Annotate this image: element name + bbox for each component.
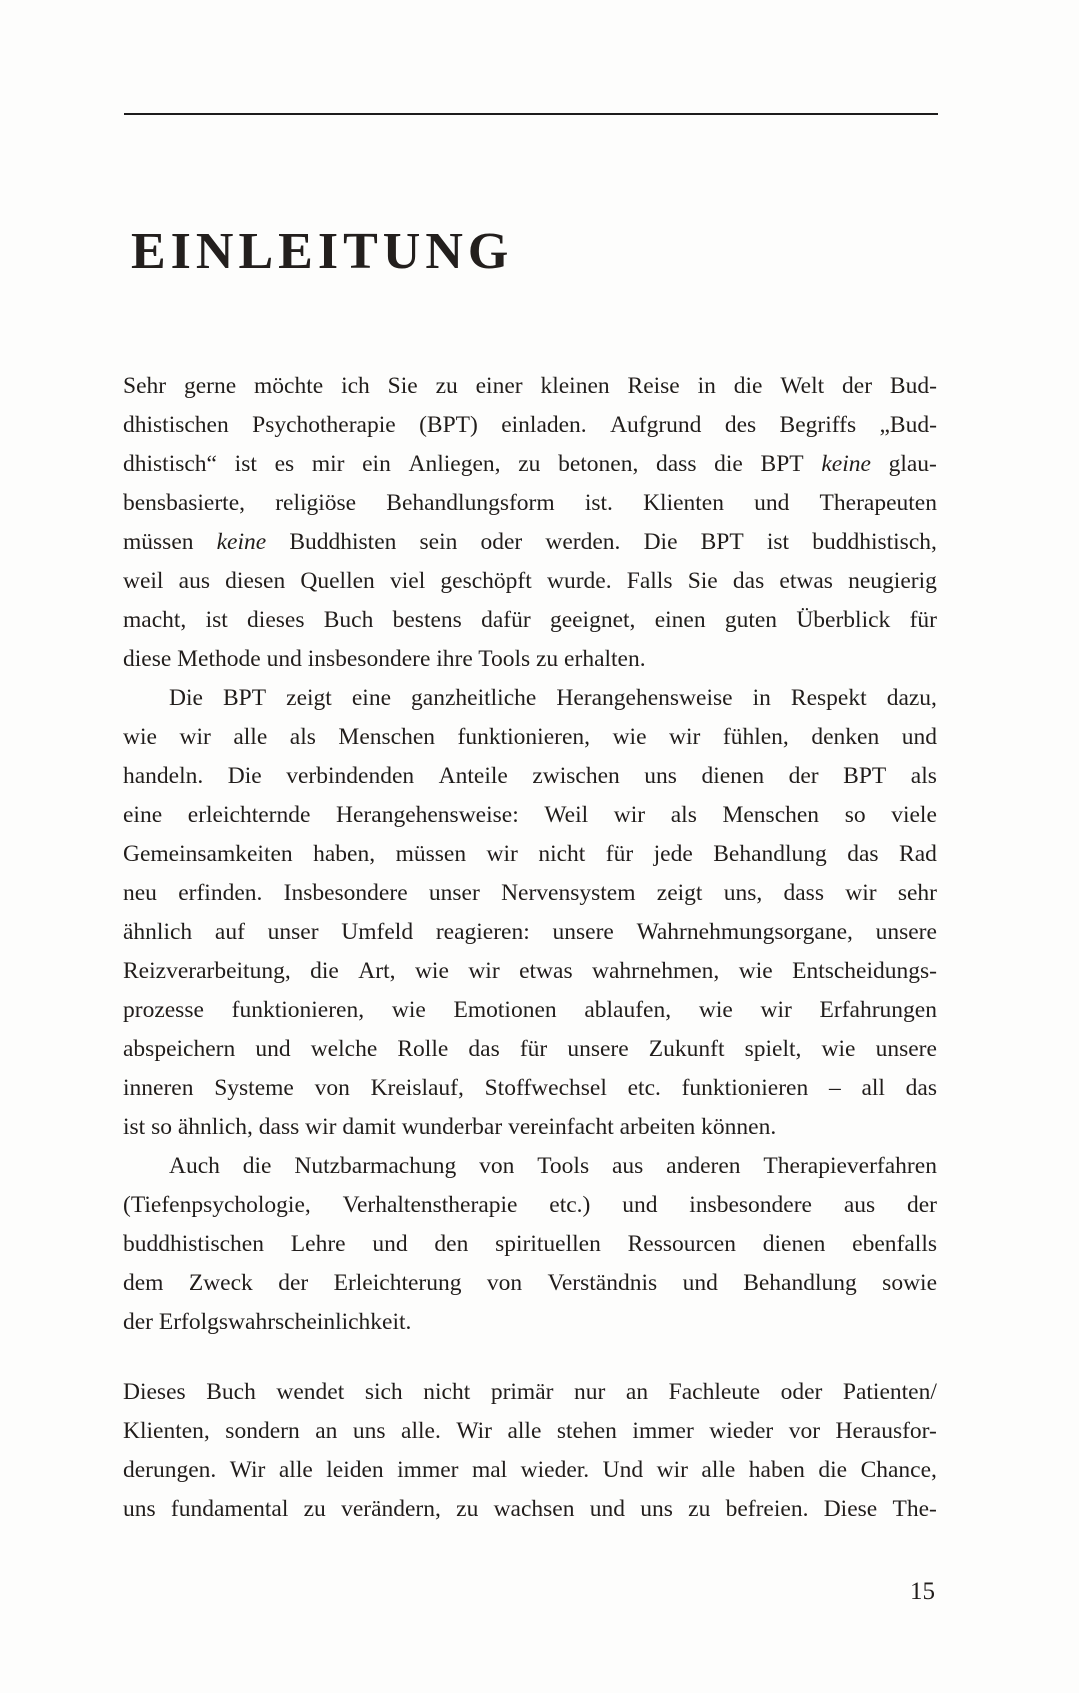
word: Insbesondere <box>283 880 408 906</box>
word: Nervensystem <box>501 880 636 906</box>
word: fühlen, <box>722 724 789 750</box>
word: einladen. <box>501 412 587 438</box>
chapter-title: EINLEITUNG <box>131 223 514 280</box>
word: und <box>622 1192 658 1218</box>
word: Menschen <box>338 724 436 750</box>
word: Quellen <box>300 568 375 594</box>
word: dienen <box>762 1231 826 1257</box>
text-line <box>123 1412 937 1451</box>
text-line <box>123 757 937 796</box>
word: wir <box>760 997 792 1023</box>
text-line <box>123 601 937 640</box>
word: den <box>434 1231 469 1257</box>
word: inneren <box>123 1075 194 1101</box>
word: immer <box>397 1457 459 1483</box>
word: geeignet, <box>549 607 636 633</box>
word: an <box>315 1418 338 1444</box>
word: unsere <box>567 1036 629 1062</box>
word: ganzheitliche <box>411 685 537 711</box>
word: etc.) <box>549 1192 591 1218</box>
word: unser <box>267 919 319 945</box>
word: sehr <box>897 880 937 906</box>
word: funktionieren <box>681 1075 809 1101</box>
italic-text: keine <box>216 529 267 555</box>
word: Gemeinsamkeiten <box>123 841 293 867</box>
word: – <box>828 1075 841 1101</box>
word: ablaufen, <box>584 997 672 1023</box>
word: insbesondere <box>689 1192 812 1218</box>
word: Buch <box>323 607 374 633</box>
word: der <box>906 1192 937 1218</box>
text-line <box>123 562 937 601</box>
word: alle <box>507 1418 542 1444</box>
word: abspeichern <box>123 1036 236 1062</box>
word: neugierig <box>848 568 937 594</box>
word: Verhaltenstherapie <box>342 1192 518 1218</box>
text-line <box>123 679 937 718</box>
word: gerne <box>183 373 237 399</box>
page-number: 15 <box>910 1578 935 1605</box>
word: BPT <box>700 529 744 555</box>
word: aus <box>843 1192 876 1218</box>
word: erleichternde <box>187 802 311 828</box>
word: Therapieverfahren <box>763 1153 937 1179</box>
word: spielt, <box>744 1036 802 1062</box>
word: macht, <box>123 607 187 633</box>
word: BPT <box>222 685 267 711</box>
word: Herausfor- <box>835 1418 937 1444</box>
word: weil <box>123 568 164 594</box>
word: Patienten/ <box>842 1379 937 1405</box>
word: wir <box>845 880 877 906</box>
word: Sie <box>687 568 718 594</box>
text-line <box>123 406 937 445</box>
word: einen <box>654 607 706 633</box>
word: dienen <box>701 763 765 789</box>
text-line <box>123 718 937 757</box>
text-line <box>123 1490 937 1529</box>
word: in <box>697 373 716 399</box>
word: wachsen <box>493 1496 575 1522</box>
word: guten <box>724 607 778 633</box>
word: zwischen <box>532 763 620 789</box>
word: zu <box>518 451 541 477</box>
word: an <box>625 1379 649 1405</box>
word: (Tiefenpsychologie, <box>123 1192 311 1218</box>
word: Wir <box>456 1418 492 1444</box>
word: alle <box>278 1457 313 1483</box>
word: der <box>842 373 873 399</box>
word: sein <box>419 529 458 555</box>
word: zu <box>456 1496 479 1522</box>
word: Fachleute <box>668 1379 761 1405</box>
word: möchte <box>254 373 324 399</box>
text-line <box>123 523 937 562</box>
word: religiöse <box>275 490 357 516</box>
word: vor <box>788 1418 821 1444</box>
text-line <box>123 484 937 523</box>
word: uns, <box>723 880 763 906</box>
word: Wir <box>229 1457 266 1483</box>
word: alle <box>233 724 268 750</box>
text-line <box>123 1030 937 1069</box>
word: Aufgrund <box>610 412 702 438</box>
word: spirituellen <box>495 1231 601 1257</box>
word: wie <box>123 724 157 750</box>
word: aus <box>611 1153 644 1179</box>
italic-text: keine <box>821 451 871 477</box>
word: Falls <box>626 568 673 594</box>
word: wieder <box>709 1418 774 1444</box>
word: und <box>589 1496 625 1522</box>
word: Auch <box>169 1153 220 1179</box>
word: buddhistisch, <box>812 529 937 555</box>
word: dhistischen <box>123 412 229 438</box>
word: denken <box>811 724 880 750</box>
word: ein <box>362 451 391 477</box>
word: und <box>372 1231 408 1257</box>
word: von <box>486 1270 523 1296</box>
word: es <box>274 451 295 477</box>
word: wir <box>613 802 646 828</box>
word: geschöpft <box>440 568 532 594</box>
word: kleinen <box>540 373 610 399</box>
word: wie <box>821 1036 856 1062</box>
word: wie <box>391 997 426 1023</box>
word: dazu, <box>886 685 937 711</box>
word: Buddhisten <box>289 529 397 555</box>
word: müssen <box>395 841 467 867</box>
word: Und <box>602 1457 644 1483</box>
word: jede <box>653 841 693 867</box>
word: Behandlung <box>713 841 827 867</box>
text-segment: ist so ähnlich, dass wir damit wunderbar vereinfacht arbeiten können. <box>123 1114 777 1140</box>
word: sowie <box>882 1270 937 1296</box>
text-line <box>123 1225 937 1264</box>
word: derungen. <box>123 1457 217 1483</box>
word: wendet <box>276 1379 345 1405</box>
word: fundamental <box>170 1496 289 1522</box>
word: auf <box>214 919 245 945</box>
word: Herangehensweise: <box>336 802 519 828</box>
word: Erfahrungen <box>819 997 937 1023</box>
word: uns <box>123 1496 156 1522</box>
word: und <box>682 1270 718 1296</box>
word: dieses <box>247 607 305 633</box>
word: ähnlich <box>123 919 193 945</box>
word: dafür <box>481 607 531 633</box>
text-line <box>123 1451 937 1490</box>
word: alle. <box>401 1418 441 1444</box>
word: unsere <box>875 919 937 945</box>
word: anderen <box>666 1153 741 1179</box>
text-segment: der Erfolgswahrscheinlichkeit. <box>123 1309 412 1335</box>
word: wie <box>738 958 773 984</box>
word: Klienten, <box>123 1418 210 1444</box>
word: Reizverarbeitung, <box>123 958 291 984</box>
word: Dieses <box>123 1379 186 1405</box>
word: Wahrnehmungsorgane, <box>636 919 853 945</box>
word: wurde. <box>546 568 612 594</box>
text-line <box>123 1303 937 1342</box>
word: mal <box>471 1457 508 1483</box>
word: „Bud- <box>879 412 937 438</box>
word: ist <box>234 451 257 477</box>
word: nicht <box>423 1379 471 1405</box>
word: betonen, <box>558 451 639 477</box>
word: die <box>733 373 763 399</box>
word: Die <box>643 529 678 555</box>
word: verbindenden <box>286 763 415 789</box>
word: zu <box>688 1496 711 1522</box>
word: die <box>714 451 743 477</box>
word: sich <box>364 1379 403 1405</box>
word: dass <box>656 451 697 477</box>
text-line <box>123 913 937 952</box>
word: der <box>788 763 819 789</box>
word: Buch <box>206 1379 256 1405</box>
word: The- <box>892 1496 937 1522</box>
word: befreien. <box>725 1496 809 1522</box>
word: die <box>310 958 339 984</box>
word: Zukunft <box>648 1036 725 1062</box>
word: Verständnis <box>547 1270 658 1296</box>
word: und <box>754 490 790 516</box>
word: die <box>818 1457 848 1483</box>
text-line <box>123 952 937 991</box>
word: Sehr <box>123 373 167 399</box>
word: funktionieren, <box>231 997 365 1023</box>
text-line <box>123 445 937 484</box>
text-line <box>123 1373 937 1412</box>
text-line <box>123 835 937 874</box>
word: erfinden. <box>178 880 263 906</box>
text-line <box>123 1108 937 1147</box>
word: welche <box>310 1036 378 1062</box>
word: viel <box>389 568 426 594</box>
word: Anliegen, <box>408 451 501 477</box>
word: wieder. <box>520 1457 590 1483</box>
word: Respekt <box>790 685 867 711</box>
word: Systeme <box>214 1075 294 1101</box>
word: Erleichterung <box>333 1270 462 1296</box>
word: in <box>752 685 771 711</box>
text-line <box>123 367 937 406</box>
word: als <box>289 724 316 750</box>
word: von <box>314 1075 350 1101</box>
word: eine <box>123 802 163 828</box>
word: Sie <box>387 373 418 399</box>
word: Überblick <box>796 607 891 633</box>
word: prozesse <box>123 997 204 1023</box>
word: primär <box>490 1379 554 1405</box>
word: BPT <box>843 763 887 789</box>
word: Rolle <box>397 1036 449 1062</box>
word: wir <box>656 1457 688 1483</box>
word: wie <box>698 997 733 1023</box>
word: uns <box>640 1496 673 1522</box>
word: viele <box>891 802 937 828</box>
word: wie <box>414 958 449 984</box>
word: als <box>670 802 697 828</box>
word: eine <box>351 685 391 711</box>
word: das <box>847 841 879 867</box>
word: wir <box>486 841 518 867</box>
word: BPT <box>760 451 804 477</box>
word: und <box>901 724 937 750</box>
word: für <box>909 607 937 633</box>
word: Reise <box>627 373 680 399</box>
word: für <box>519 1036 548 1062</box>
word: wahrnehmen, <box>592 958 720 984</box>
word: wir <box>179 724 211 750</box>
word: zeigt <box>286 685 332 711</box>
word: das <box>905 1075 937 1101</box>
word: dass <box>783 880 824 906</box>
word: leiden <box>326 1457 384 1483</box>
word: immer <box>632 1418 694 1444</box>
word: verändern, <box>341 1496 441 1522</box>
word: ich <box>341 373 370 399</box>
word: mir <box>311 451 345 477</box>
text-line <box>123 874 937 913</box>
word: Die <box>169 685 203 711</box>
word: wie <box>612 724 647 750</box>
word: buddhistischen <box>123 1231 264 1257</box>
word: das <box>468 1036 500 1062</box>
word: das <box>732 568 765 594</box>
word: nicht <box>538 841 586 867</box>
word: Entscheidungs- <box>792 958 937 984</box>
word: für <box>605 841 634 867</box>
word: Die <box>227 763 262 789</box>
word: Rad <box>899 841 937 867</box>
word: zu <box>435 373 458 399</box>
text-line <box>123 1147 937 1186</box>
word: der <box>278 1270 309 1296</box>
word: Weil <box>544 802 589 828</box>
word: von <box>479 1153 515 1179</box>
word: Diese <box>823 1496 878 1522</box>
word: zeigt <box>656 880 703 906</box>
word: des <box>724 412 757 438</box>
word: wir <box>669 724 701 750</box>
word: Menschen <box>722 802 820 828</box>
text-line <box>123 640 937 679</box>
word: ist <box>766 529 790 555</box>
word: nur <box>574 1379 606 1405</box>
word: Welt <box>780 373 825 399</box>
word: oder <box>780 1379 823 1405</box>
word: einer <box>475 373 523 399</box>
word: Behandlungsform <box>386 490 555 516</box>
word: bestens <box>392 607 462 633</box>
word: sondern <box>225 1418 300 1444</box>
word: ist <box>205 607 228 633</box>
text-line <box>123 1069 937 1108</box>
word: ebenfalls <box>852 1231 937 1257</box>
word: Bud- <box>889 373 937 399</box>
word: etc. <box>627 1075 661 1101</box>
word: zu <box>303 1496 326 1522</box>
word: (BPT) <box>419 412 478 438</box>
word: Tools <box>537 1153 590 1179</box>
word: etwas <box>519 958 573 984</box>
header-rule <box>124 113 938 115</box>
word: Zweck <box>188 1270 253 1296</box>
word: diesen <box>225 568 286 594</box>
word: Therapeuten <box>819 490 937 516</box>
word: Behandlung <box>743 1270 857 1296</box>
word: neu <box>123 880 157 906</box>
word: reagieren: <box>435 919 530 945</box>
word: oder <box>480 529 523 555</box>
word: uns <box>644 763 677 789</box>
word: etwas <box>779 568 833 594</box>
word: haben <box>748 1457 805 1483</box>
word: glau- <box>888 451 937 477</box>
word: und <box>255 1036 291 1062</box>
word: all <box>861 1075 885 1101</box>
text-line <box>123 991 937 1030</box>
body-text <box>123 367 937 1529</box>
word: funktionieren, <box>457 724 591 750</box>
word: so <box>844 802 866 828</box>
word: alle <box>701 1457 736 1483</box>
word: werden. <box>545 529 621 555</box>
word: uns <box>352 1418 386 1444</box>
word: stehen <box>556 1418 617 1444</box>
text-line <box>123 796 937 835</box>
word: die <box>242 1153 272 1179</box>
word: unsere <box>552 919 614 945</box>
word: Begriffs <box>779 412 857 438</box>
word: unser <box>428 880 480 906</box>
word: unsere <box>875 1036 937 1062</box>
word: Psychotherapie <box>252 412 396 438</box>
word: dhistisch“ <box>123 451 217 477</box>
word: Kreislauf, <box>370 1075 464 1101</box>
word: dem <box>123 1270 164 1296</box>
word: bensbasierte, <box>123 490 246 516</box>
word: Nutzbarmachung <box>294 1153 457 1179</box>
word: ist. <box>584 490 613 516</box>
word: Art, <box>358 958 396 984</box>
word: als <box>910 763 937 789</box>
word: handeln. <box>123 763 204 789</box>
word: aus <box>178 568 210 594</box>
word: wir <box>468 958 500 984</box>
text-segment: diese Methode und insbesondere ihre Tools zu erhalten. <box>123 646 646 672</box>
word: Lehre <box>290 1231 346 1257</box>
word: Umfeld <box>341 919 414 945</box>
text-line <box>123 1186 937 1225</box>
text-line <box>123 1264 937 1303</box>
word: müssen <box>123 529 194 555</box>
word: Ressourcen <box>627 1231 736 1257</box>
word: Emotionen <box>453 997 557 1023</box>
word: Stoffwechsel <box>484 1075 607 1101</box>
word: Herangehensweise <box>556 685 733 711</box>
word: Anteile <box>438 763 508 789</box>
word: Chance, <box>860 1457 937 1483</box>
word: Klienten <box>643 490 724 516</box>
word: haben, <box>313 841 376 867</box>
